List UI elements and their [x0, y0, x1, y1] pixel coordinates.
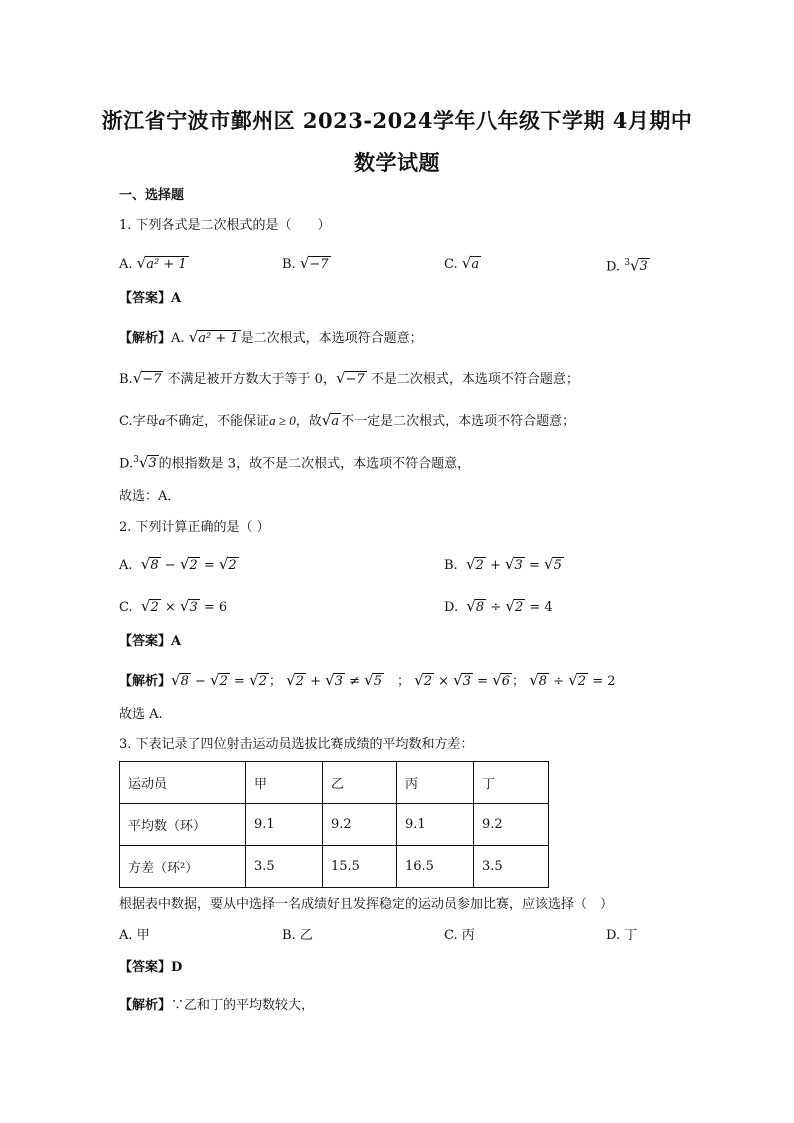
q3-question: 根据表中数据，要从中选择一名成绩好且发挥稳定的运动员参加比赛，应该选择（ ）	[119, 897, 614, 912]
table-cell: 3.5	[474, 846, 549, 888]
sqrt-icon: √	[136, 254, 147, 272]
q1-option-a[interactable]: A. √a² + 1	[119, 254, 187, 272]
q3-stem: 3. 下表记录了四位射击运动员选拔比赛成绩的平均数和方差：	[119, 737, 474, 752]
table-header-cell: 丙	[397, 762, 474, 804]
q1-explanation-c: C.字母a不确定，不能保证a ≥ 0，故√a 不一定是二次根式，本选项不符合题意；	[119, 411, 576, 429]
q1-option-c[interactable]: C. √a	[444, 254, 480, 272]
q1-conclusion: 故选：A．	[119, 489, 181, 504]
q2-option-b[interactable]: B. √2 + √3 = √5	[444, 555, 562, 573]
sqrt-icon: √	[461, 254, 472, 272]
title-line-1: 浙江省宁波市鄞州区 2023-2024学年八年级下学期 4月期中	[101, 108, 693, 133]
q3-answer: 【答案】D	[119, 960, 183, 975]
q2-explanation: 【解析】√8 − √2 = √2 ； √2 + √3 ≠ √5 ； √2 × √3 = √6 ； √8 ÷ √2 = 2	[119, 671, 616, 689]
q1-option-b[interactable]: B. √−7	[282, 254, 329, 272]
sqrt-icon: √	[299, 254, 310, 272]
table-cell: 9.1	[397, 804, 474, 846]
table-row	[120, 804, 549, 846]
q2-conclusion: 故选 A.	[119, 707, 163, 722]
table-row	[120, 846, 549, 888]
q2-stem: 2. 下列计算正确的是（ ）	[119, 520, 270, 535]
table-header-cell: 甲	[246, 762, 323, 804]
table-cell: 9.2	[474, 804, 549, 846]
table-header-row	[120, 762, 549, 804]
table-cell: 16.5	[397, 846, 474, 888]
q3-option-b[interactable]: B. 乙	[282, 928, 313, 943]
table-cell: 9.1	[246, 804, 323, 846]
q3-option-a[interactable]: A. 甲	[119, 928, 150, 943]
q3-explanation: 【解析】∵乙和丁的平均数较大，	[119, 998, 315, 1013]
table-cell: 平均数（环）	[120, 804, 246, 846]
q1-answer: 【答案】A	[119, 291, 182, 306]
q2-option-a[interactable]: A. √8 − √2 = √2	[119, 555, 237, 573]
q2-option-d[interactable]: D. √8 ÷ √2 = 4	[444, 597, 553, 615]
cube-root-icon: √	[629, 256, 640, 275]
q1-explanation-b: B.√−7 不满足被开方数大于等于 0，√−7 不是二次根式，本选项不符合题意；	[119, 369, 579, 387]
q3-option-d[interactable]: D. 丁	[606, 928, 638, 943]
q1-option-d[interactable]: D. $^3$√3	[606, 256, 648, 275]
table-header-cell: 乙	[323, 762, 397, 804]
title-line-2: 数学试题	[354, 150, 440, 175]
section-heading: 一、选择题	[119, 188, 185, 203]
q1-explanation-a: 【解析】A. √a² + 1 是二次根式，本选项符合题意；	[119, 328, 423, 346]
table-cell: 方差（环²）	[120, 846, 246, 888]
q1-explanation-d: D.$^3$√3 的根指数是 3，故不是二次根式，本选项不符合题意，	[119, 453, 471, 472]
table-header-cell: 运动员	[120, 762, 246, 804]
q2-option-c[interactable]: C. √2 × √3 = 6	[119, 597, 228, 615]
scores-table	[119, 761, 549, 888]
table-cell: 15.5	[323, 846, 397, 888]
q3-option-c[interactable]: C. 丙	[444, 928, 475, 943]
table-cell: 9.2	[323, 804, 397, 846]
q2-answer: 【答案】A	[119, 634, 182, 649]
table-cell: 3.5	[246, 846, 323, 888]
q1-stem: 1. 下列各式是二次根式的是（ ）	[119, 218, 331, 233]
table-header-cell: 丁	[474, 762, 549, 804]
